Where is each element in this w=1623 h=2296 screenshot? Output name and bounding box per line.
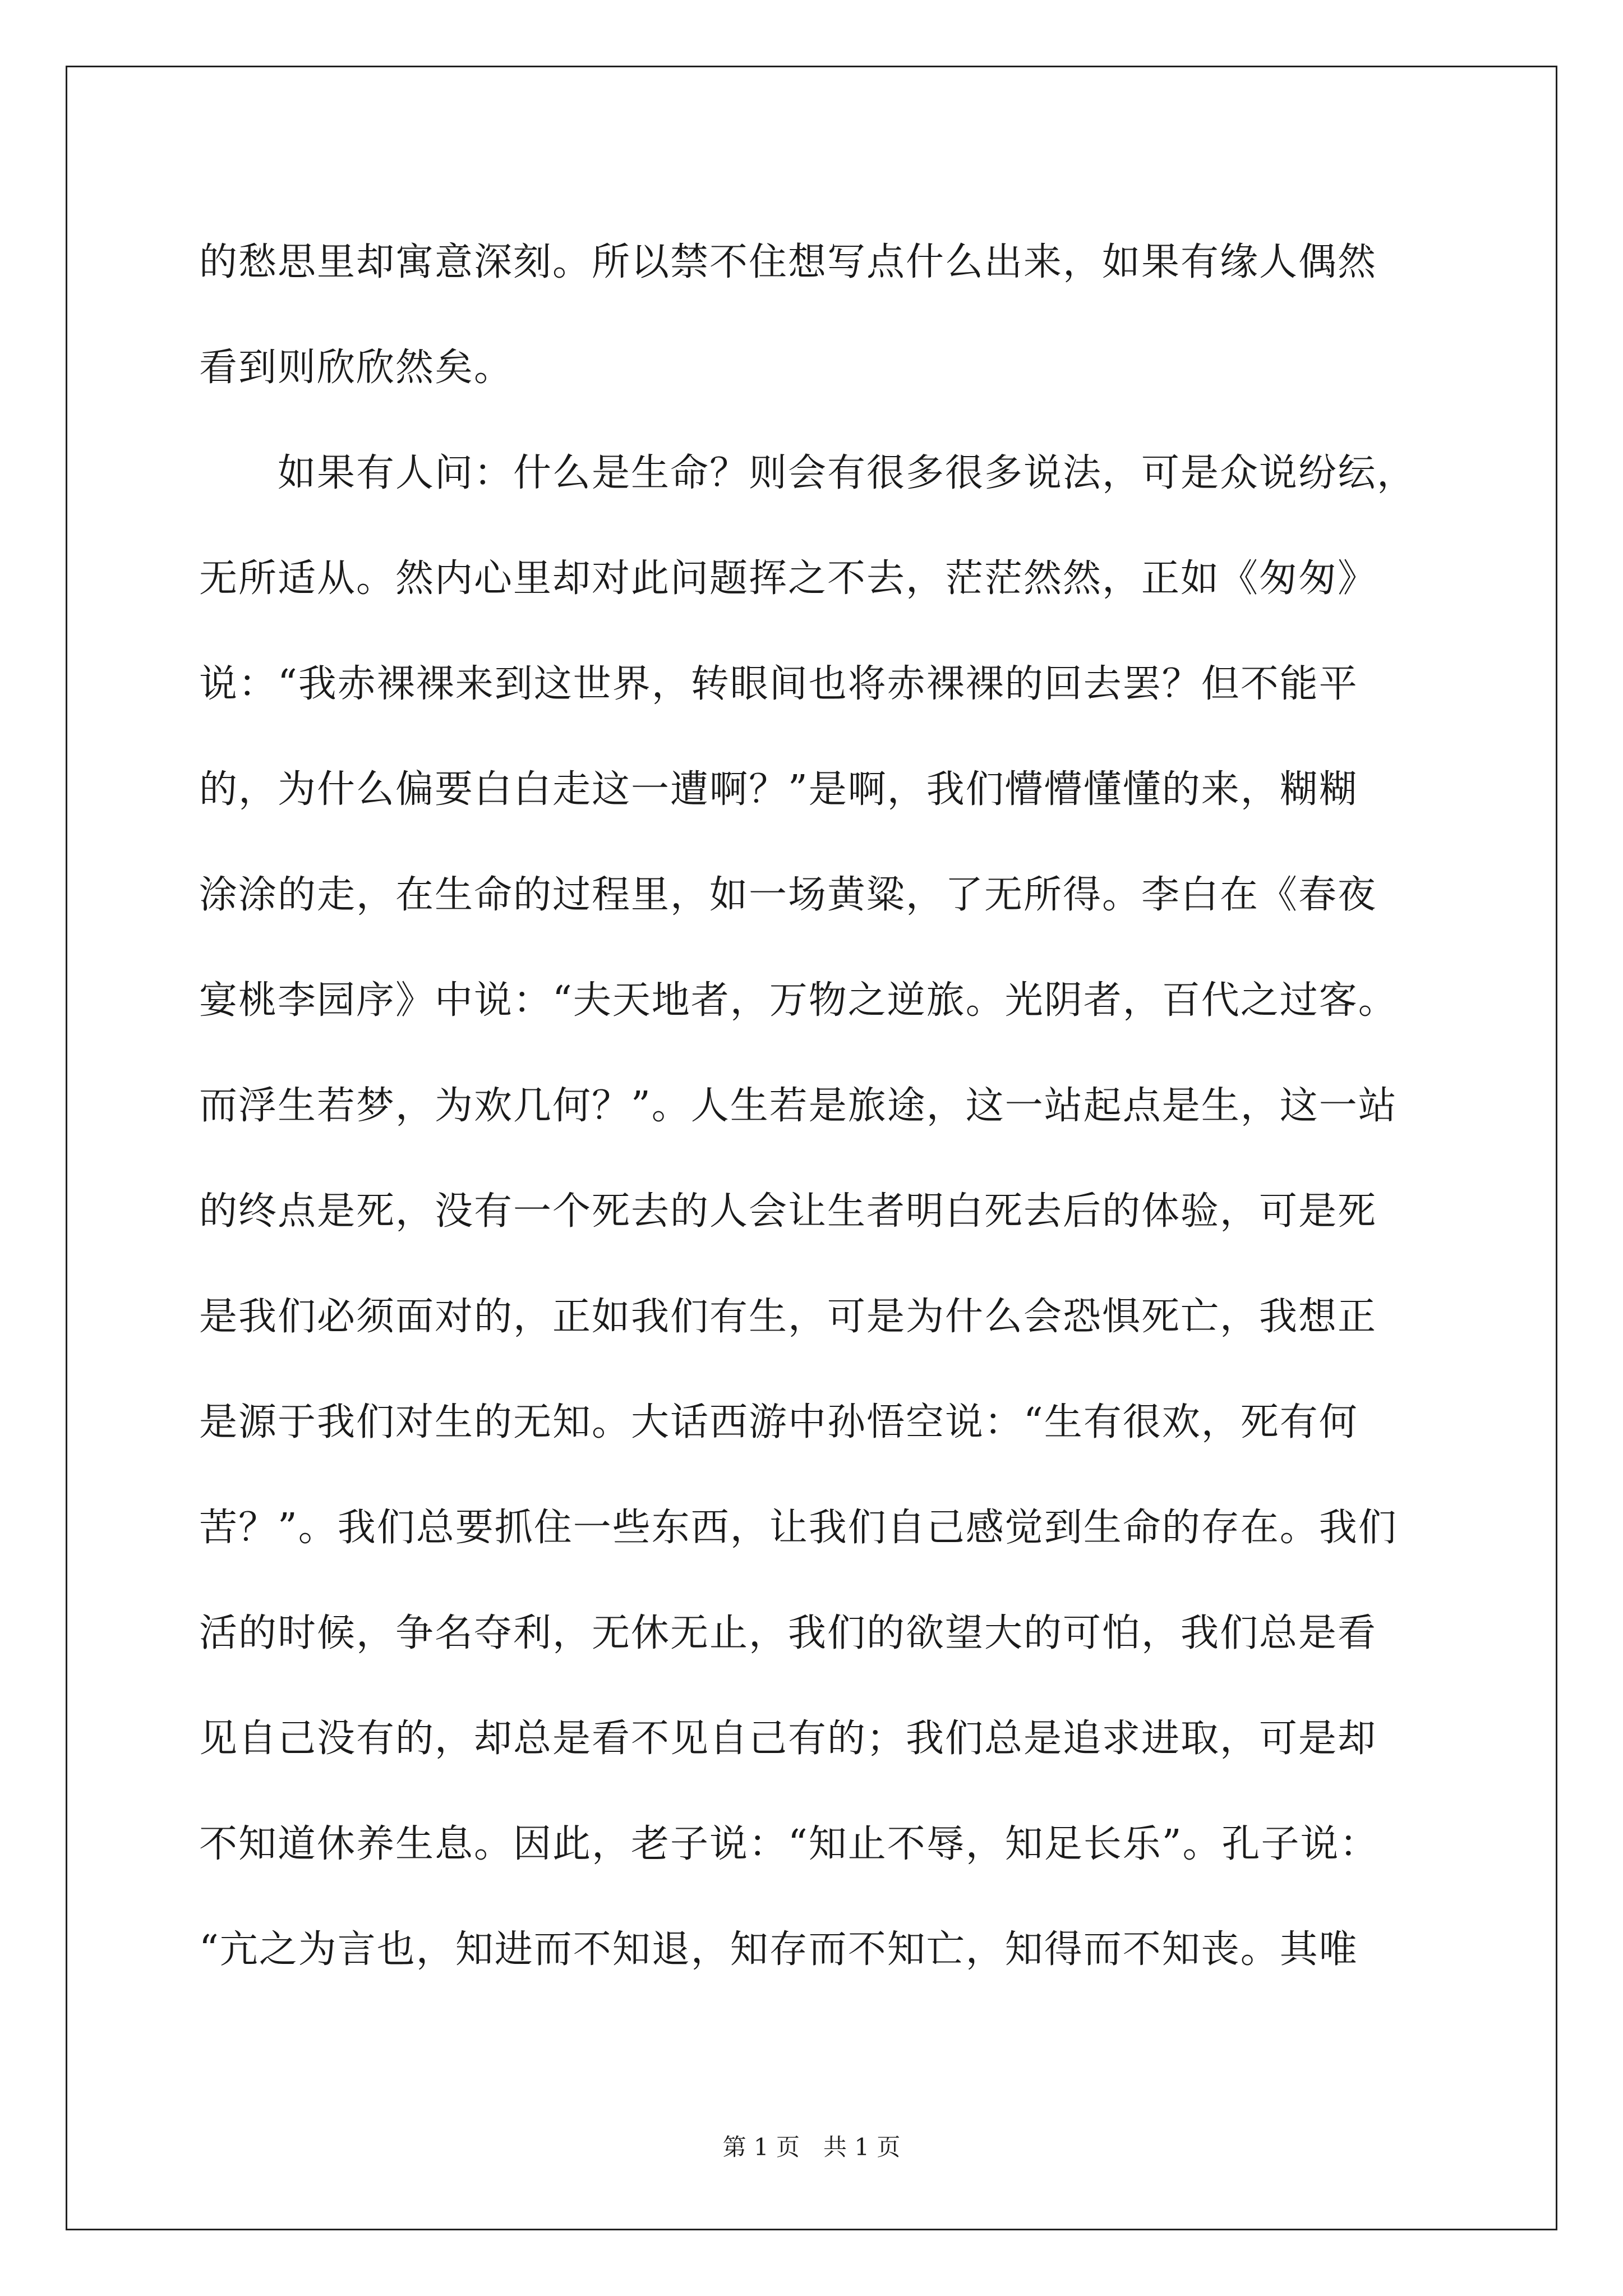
text-line: 如果有人问：什么是生命？则会有很多很多说法，可是众说纷纭，: [199, 451, 1417, 495]
text-line: 看到则欣欣然矣。: [199, 346, 514, 390]
text-line: “亢之为言也，知进而不知退，知存而不知亡，知得而不知丧。其唯: [199, 1927, 1358, 1972]
text-line: 的，为什么偏要白白走这一遭啊？”是啊，我们懵懵懂懂的来，糊糊: [199, 767, 1358, 812]
text-line: 无所适从。然内心里却对此问题挥之不去，茫茫然然，正如《匆匆》: [199, 556, 1377, 601]
text-line: 的终点是死，没有一个死去的人会让生者明白死去后的体验，可是死: [199, 1189, 1377, 1234]
text-line: 苦？”。我们总要抓住一些东西，让我们自己感觉到生命的存在。我们: [199, 1506, 1398, 1550]
text-line: 见自己没有的，却总是看不见自己有的；我们总是追求进取，可是却: [199, 1717, 1377, 1761]
text-line: 而浮生若梦，为欢几何？”。人生若是旅途，这一站起点是生，这一站: [199, 1084, 1398, 1128]
text-line: 是我们必须面对的，正如我们有生，可是为什么会恐惧死亡，我想正: [199, 1295, 1377, 1339]
text-line: 是源于我们对生的无知。大话西游中孙悟空说：“生有很欢，死有何: [199, 1400, 1358, 1444]
text-line: 活的时候，争名夺利，无休无止，我们的欲望大的可怕，我们总是看: [199, 1611, 1377, 1655]
text-line: 说：“我赤裸裸来到这世界，转眼间也将赤裸裸的回去罢？但不能平: [199, 662, 1358, 706]
text-line: 涂涂的走，在生命的过程里，如一场黄粱，了无所得。李白在《春夜: [199, 873, 1377, 917]
page-number-footer: 第 1 页 共 1 页: [722, 2133, 901, 2161]
text-line: 不知道休养生息。因此，老子说：“知止不辱，知足长乐”。孔子说：: [199, 1822, 1379, 1866]
text-line: 宴桃李园序》中说：“夫天地者，万物之逆旅。光阴者，百代之过客。: [199, 978, 1398, 1023]
text-line: 的愁思里却寓意深刻。所以禁不住想写点什么出来，如果有缘人偶然: [199, 240, 1377, 284]
body-text: [199, 210, 1444, 2003]
